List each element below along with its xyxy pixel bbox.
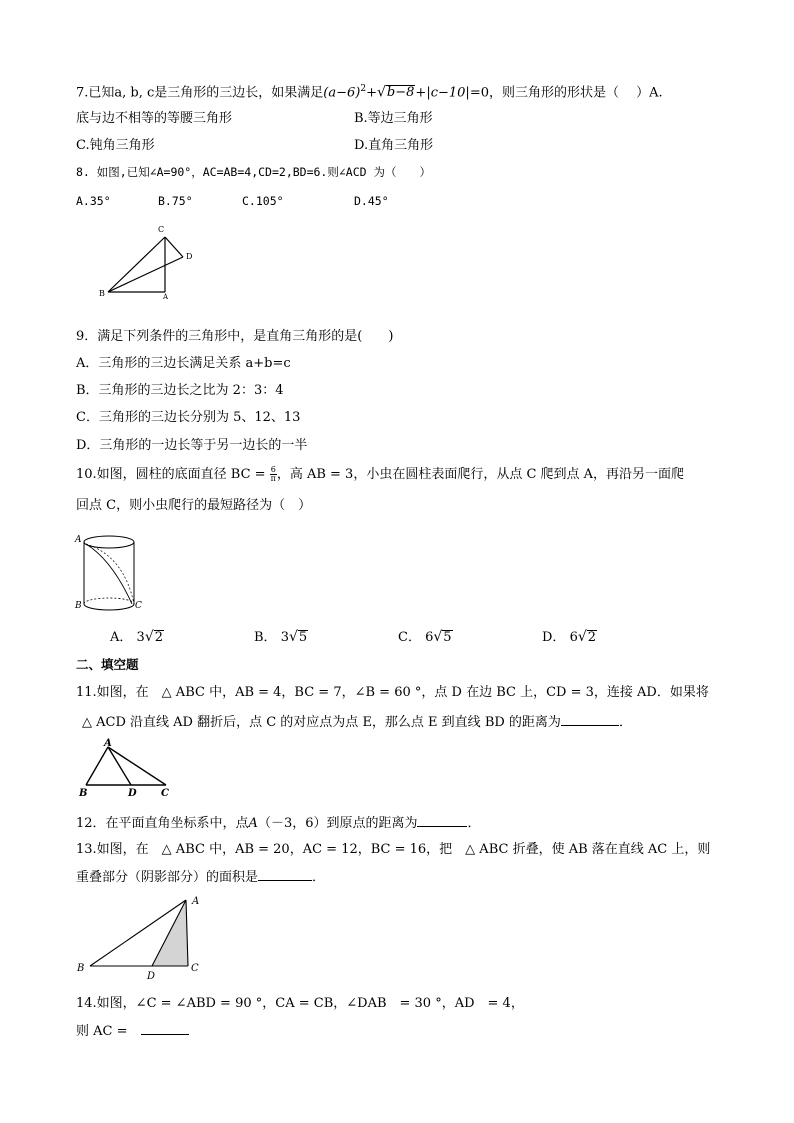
q14-answer-blank[interactable] <box>141 1022 189 1035</box>
q10-option-a <box>110 628 164 647</box>
q10-option-c-label: C． <box>398 630 421 645</box>
q12-point: A <box>248 816 258 831</box>
q12-stem-mid: （－3，6）到原点的距离为 <box>257 816 418 831</box>
q8-label-d: D <box>186 252 193 261</box>
q9-stem: 9．满足下列条件的三角形中，是直角三角形的是( ) <box>76 329 394 344</box>
q14-line1: 14.如图，∠C = ∠ABD = 90 °，CA = CB，∠DAB = 30 °，AD = 4， <box>76 996 524 1011</box>
q7-stem-end: ，则三角形的形状是（ ）A. <box>488 85 663 101</box>
q7-eq-zero: =0 <box>469 85 489 101</box>
q10-line1 <box>76 466 684 484</box>
q7-option-b: B.等边三角形 <box>354 111 433 126</box>
q10-option-a-sqrt: √ <box>144 629 154 645</box>
q11-figure <box>76 736 176 798</box>
q10-option-d-label: D． <box>542 630 566 645</box>
q10-option-a-rad: 2 <box>154 630 164 645</box>
q7-eq-root: b−8 <box>386 85 415 101</box>
q13-label-b: B <box>77 963 85 974</box>
q10-stem: 10.如图，圆柱的底面直径 BC = <box>76 467 266 482</box>
q11-end: ． <box>618 715 632 730</box>
q8-option-c: C.105° <box>242 194 284 208</box>
q14-line2 <box>76 1022 189 1041</box>
q11-label-b: B <box>79 788 88 799</box>
q13-line2 <box>76 868 325 887</box>
q12-stem: 12．在平面直角坐标系中，点 <box>76 816 249 831</box>
q10-frac-num: 6 <box>270 465 276 474</box>
q7-stem: 7.已知a, b, c是三角形的三边长，如果满足 <box>76 85 324 101</box>
q7-option-d: D.直角三角形 <box>354 138 434 153</box>
q10-option-d-rad: 2 <box>587 630 597 645</box>
q11-answer-blank[interactable] <box>561 713 619 726</box>
q8-option-b: B.75° <box>158 194 193 208</box>
q11-label-d: D <box>128 788 137 799</box>
q8-figure <box>96 222 206 302</box>
q10-option-b <box>254 628 308 647</box>
q14-stem: 则 AC = <box>76 1024 141 1039</box>
q7-eq-abs: |c−10| <box>426 85 470 101</box>
section-title: 二、填空题 <box>76 657 139 672</box>
q10-option-b-coef: 3 <box>280 630 289 645</box>
q10-line2: 回点 C，则小虫爬行的最短路径为（ ） <box>76 498 312 513</box>
q12-end: ． <box>467 816 481 831</box>
q7-eq-square: 2 <box>360 84 367 94</box>
q10-option-c-sqrt: √ <box>433 629 443 645</box>
q10-stem-end: ，高 AB = 3，小虫在圆柱表面爬行，从点 C 爬到点 A，再沿另一面爬 <box>276 467 685 482</box>
q10-label-a: A <box>75 535 82 545</box>
q7-sqrt-sign: √ <box>377 84 386 101</box>
q10-fraction <box>270 466 277 483</box>
q13-end: ． <box>312 870 326 885</box>
q11-line2 <box>82 713 632 732</box>
q8-label-a: A <box>163 293 169 301</box>
q11-label-a: A <box>104 738 112 749</box>
q10-option-c-coef: 6 <box>425 630 434 645</box>
q7-option-c: C.钝角三角形 <box>76 138 155 153</box>
q13-label-a: A <box>192 896 200 907</box>
q7-eq-plus2: + <box>415 85 427 101</box>
q9-option-c: C．三角形的三边长分别为 5、12、13 <box>76 410 301 425</box>
q9-option-d: D．三角形的一边长等于另一边长的一半 <box>76 438 308 453</box>
q9-option-a: A．三角形的三边长满足关系 a+b=c <box>76 356 291 371</box>
q10-option-a-label: A． <box>110 630 133 645</box>
q13-label-c: C <box>191 963 199 974</box>
q10-option-d-coef: 6 <box>569 630 578 645</box>
q13-figure <box>74 892 214 982</box>
q7-eq-plus1: + <box>366 85 377 101</box>
q10-option-a-coef: 3 <box>136 630 145 645</box>
q11-label-c: C <box>161 788 169 799</box>
q10-option-b-rad: 5 <box>298 630 308 645</box>
q13-label-d: D <box>147 971 156 982</box>
q10-option-c-rad: 5 <box>443 630 452 645</box>
q10-frac-den: π <box>270 474 276 483</box>
q8-label-c: C <box>158 225 165 234</box>
q10-option-d <box>542 628 597 647</box>
q7-eq-a: (a−6) <box>323 85 361 101</box>
q12-line <box>76 814 481 833</box>
q13-stem: 重叠部分（阴影部分）的面积是 <box>76 870 259 885</box>
q9-option-b: B．三角形的三边长之比为 2：3：4 <box>76 383 284 398</box>
q8-option-d: D.45° <box>354 194 389 208</box>
q10-option-d-sqrt: √ <box>577 629 587 645</box>
q11-stem: △ ACD 沿直线 AD 翻折后，点 C 的对应点为点 E，那么点 E 到直线 BD 的距离为 <box>82 715 561 730</box>
q11-line1: 11.如图，在 △ ABC 中，AB = 4，BC = 7，∠B = 60 °，点 D 在边 BC 上，CD = 3，连接 AD．如果将 <box>76 685 709 700</box>
q10-option-c <box>398 628 453 647</box>
q10-option-b-sqrt: √ <box>288 629 298 645</box>
q7-line1 <box>76 80 663 102</box>
q8-label-b: B <box>99 289 105 298</box>
q7-option-a: 底与边不相等的等腰三角形 <box>76 111 233 126</box>
q13-line1: 13.如图，在 △ ABC 中，AB = 20，AC = 12，BC = 16，把 △ ABC 折叠，使 AB 落在直线 AC 上，则 <box>76 842 711 857</box>
q12-answer-blank[interactable] <box>417 814 467 827</box>
q8-option-a: A.35° <box>76 194 111 208</box>
q10-label-c: C <box>135 601 142 611</box>
q10-cylinder-figure <box>74 530 144 615</box>
q13-answer-blank[interactable] <box>258 868 312 881</box>
q10-option-b-label: B． <box>254 630 277 645</box>
q8-stem: 8. 如图,已知∠A=90°，AC=AB=4,CD=2,BD=6.则∠ACD 为（ ） <box>76 165 431 179</box>
q10-label-b: B <box>75 601 82 611</box>
